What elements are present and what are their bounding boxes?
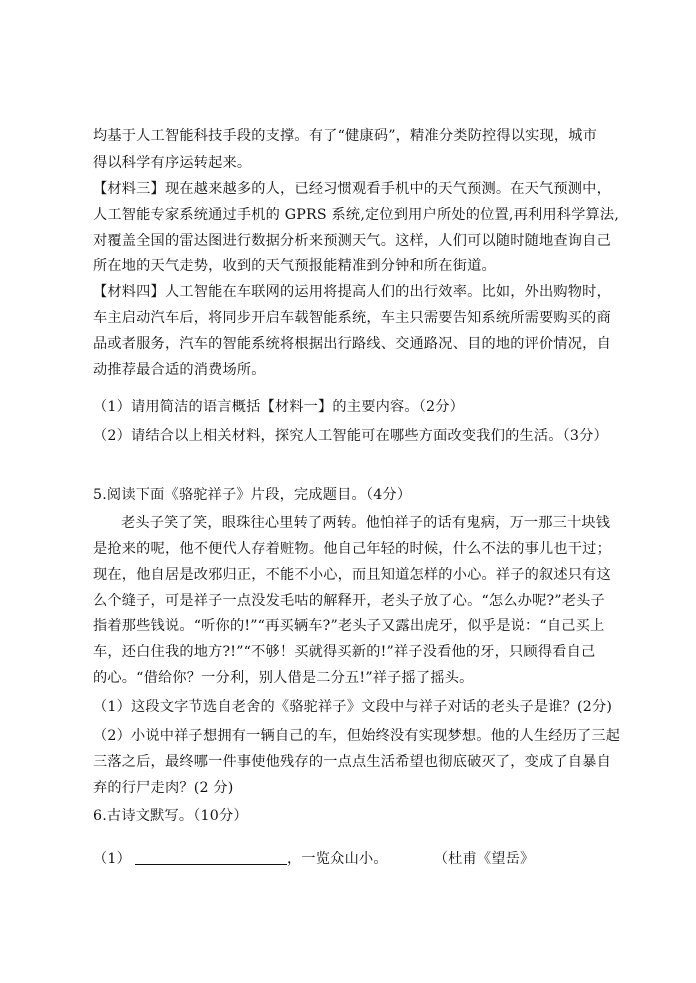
- verse-text: ，一览众山小。: [287, 851, 388, 867]
- text-line: 动推荐最合适的消费场所。: [93, 362, 266, 378]
- text-line: 得以科学有序运转起来。: [93, 155, 252, 171]
- passage-line: 现在，他自居是改邪归正，不能不小心，而且知道怎样的小心。祥子的叙述只有这: [93, 567, 611, 583]
- section-heading: 5.阅读下面《骆驼祥子》片段，完成题目。（4分）: [93, 487, 412, 503]
- question-line: 弃的行尸走肉？(2 分): [93, 780, 234, 796]
- question-line: （2）请结合以上相关材料，探究人工智能可在哪些方面改变我们的生活。（3分）: [93, 428, 608, 444]
- passage-line: 指着那些钱说。“听你的!”“再买辆车?”老头子又露出虎牙，似乎是说：“自己买上: [93, 618, 605, 634]
- question-line: （1）这段文字节选自老舍的《骆驼祥子》文段中与祥子对话的老头子是谁？(2分): [93, 699, 613, 715]
- text-line: 所在地的天气走势，收到的天气预报能精准到分钟和所在街道。: [93, 258, 496, 274]
- section-heading: 6.古诗文默写。（10分）: [93, 808, 248, 824]
- text-line: 品或者服务，汽车的智能系统将根据出行路线、交通路况、目的地的评价情况，自: [93, 336, 611, 352]
- passage-line: 的心。“借给你？一分利，别人借是二分五!”祥子摇了摇头。: [93, 670, 474, 686]
- fill-in-line: [93, 849, 534, 869]
- question-line: （2）小说中祥子想拥有一辆自己的车，但始终没有实现梦想。他的人生经历了三起: [93, 728, 621, 744]
- text-line: 均基于人工智能科技手段的支撑。有了“健康码”，精准分类防控得以实现，城市: [93, 128, 598, 144]
- text-line: 【材料三】现在越来越多的人，已经习惯观看手机中的天气预测。在天气预测中，: [93, 181, 611, 197]
- text-line: 【材料四】人工智能在车联网的运用将提高人们的出行效率。比如，外出购物时，: [93, 284, 611, 300]
- answer-blank[interactable]: [135, 850, 287, 865]
- verse-source: （杜甫《望岳》: [433, 851, 535, 867]
- question-line: （1）请用简洁的语言概括【材料一】的主要内容。（2分）: [93, 399, 465, 415]
- question-line: 三落之后，最终哪一件事使他残存的一点点生活希望也彻底破灭了，变成了自暴自: [93, 754, 611, 770]
- passage-line: 么个缝子，可是祥子一点没发毛咕的解释开，老头子放了心。“怎么办呢?”老头子: [93, 593, 605, 609]
- item-number: （1）: [93, 851, 132, 867]
- text-line: 人工智能专家系统通过手机的 GPRS 系统,定位到用户所处的位置,再利用科学算法,: [93, 207, 620, 223]
- passage-line: 是抢来的呢，他不便代人存着赃物。他自己年轻的时候，什么不法的事儿也干过；: [93, 541, 611, 557]
- passage-line: 车，还白住我的地方?!”“不够！买就得买新的!”祥子没看他的牙，只顾得看自己: [93, 644, 596, 660]
- text-line: 车主启动汽车后，将同步开启车载智能系统，车主只需要告知系统所需要购买的商: [93, 310, 611, 326]
- passage-line: 老头子笑了笑，眼珠往心里转了两转。他怕祥子的话有鬼病，万一那三十块钱: [121, 515, 611, 531]
- text-line: 对覆盖全国的雷达图进行数据分析来预测天气。这样，人们可以随时随地查询自己: [93, 233, 611, 249]
